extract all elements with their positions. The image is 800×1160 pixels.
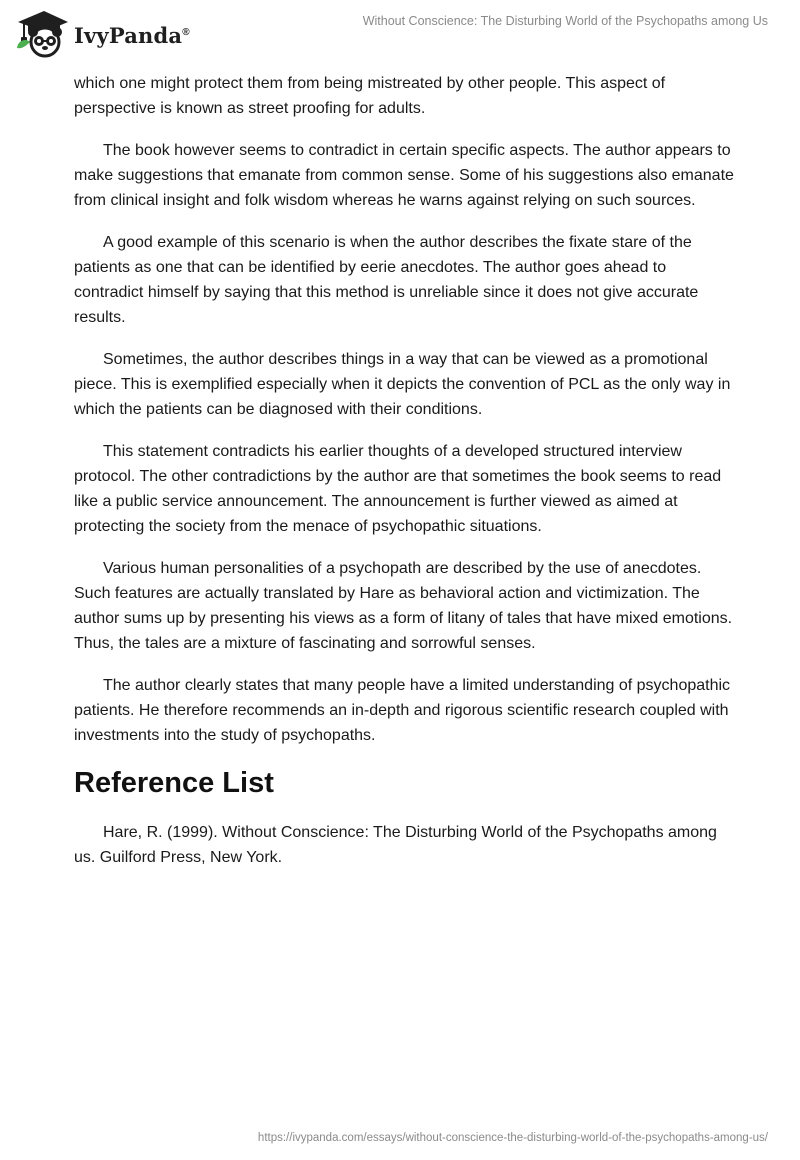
document-title: Without Conscience: The Disturbing World of the Psychopaths among Us bbox=[362, 14, 768, 28]
paragraph: The author clearly states that many people have a limited understanding of psychopathic patients. He therefore recommends an in-depth and rigorous scientific research coupled with investments into the study of psychopaths. bbox=[74, 677, 731, 744]
reference-list-heading: Reference List bbox=[74, 767, 274, 799]
paragraph: Sometimes, the author describes things in a way that can be viewed as a promotional piece. This is exemplified especially when it depicts the convention of PCL as the only way in which the patients can be diagnosed with their conditions. bbox=[74, 351, 731, 418]
reference-item: Hare, R. (1999). Without Conscience: The Disturbing World of the Psychopaths among us. Guilford Press, New York. bbox=[74, 824, 717, 866]
essay-content bbox=[74, 71, 734, 887]
paragraph: The book however seems to contradict in certain specific aspects. The author appears to make suggestions that emanate from common sense. Some of his suggestions also emanate from clinical insight and folk wisdom whereas he warns against relying on such sources. bbox=[74, 142, 734, 209]
paragraph: Various human personalities of a psychopath are described by the use of anecdotes. Such features are actually translated by Hare as behavioral action and victimization. The author sums up by presenting his views as a form of litany of tales that have mixed emotions. Thus, the tales are a mixture of fascinating and sorrowful senses. bbox=[74, 560, 733, 652]
panda-graduate-icon bbox=[14, 8, 70, 58]
page-header bbox=[0, 0, 800, 70]
brand-name-text: IvyPanda bbox=[74, 22, 183, 48]
paragraph: This statement contradicts his earlier thoughts of a developed structured interview protocol. The other contradictions by the author are that sometimes the book seems to read like a public service announcement. The announcement is further viewed as aimed at protecting the society from the menace of psychopathic situations. bbox=[74, 443, 722, 535]
paragraph-continuation: which one might protect them from being mistreated by other people. This aspect of perspective is known as street proofing for adults. bbox=[74, 75, 666, 117]
registered-mark: ® bbox=[182, 26, 190, 38]
paragraph: A good example of this scenario is when the author describes the fixate stare of the patients as one that can be identified by eerie anecdotes. The author goes ahead to contradict himself by saying that this method is unreliable since it does not give accurate results. bbox=[74, 234, 699, 326]
brand-name bbox=[74, 23, 190, 48]
ivypanda-logo[interactable] bbox=[14, 8, 190, 58]
source-url[interactable]: https://ivypanda.com/essays/without-conscience-the-disturbing-world-of-the-psychopaths-among-us/ bbox=[257, 1132, 768, 1144]
